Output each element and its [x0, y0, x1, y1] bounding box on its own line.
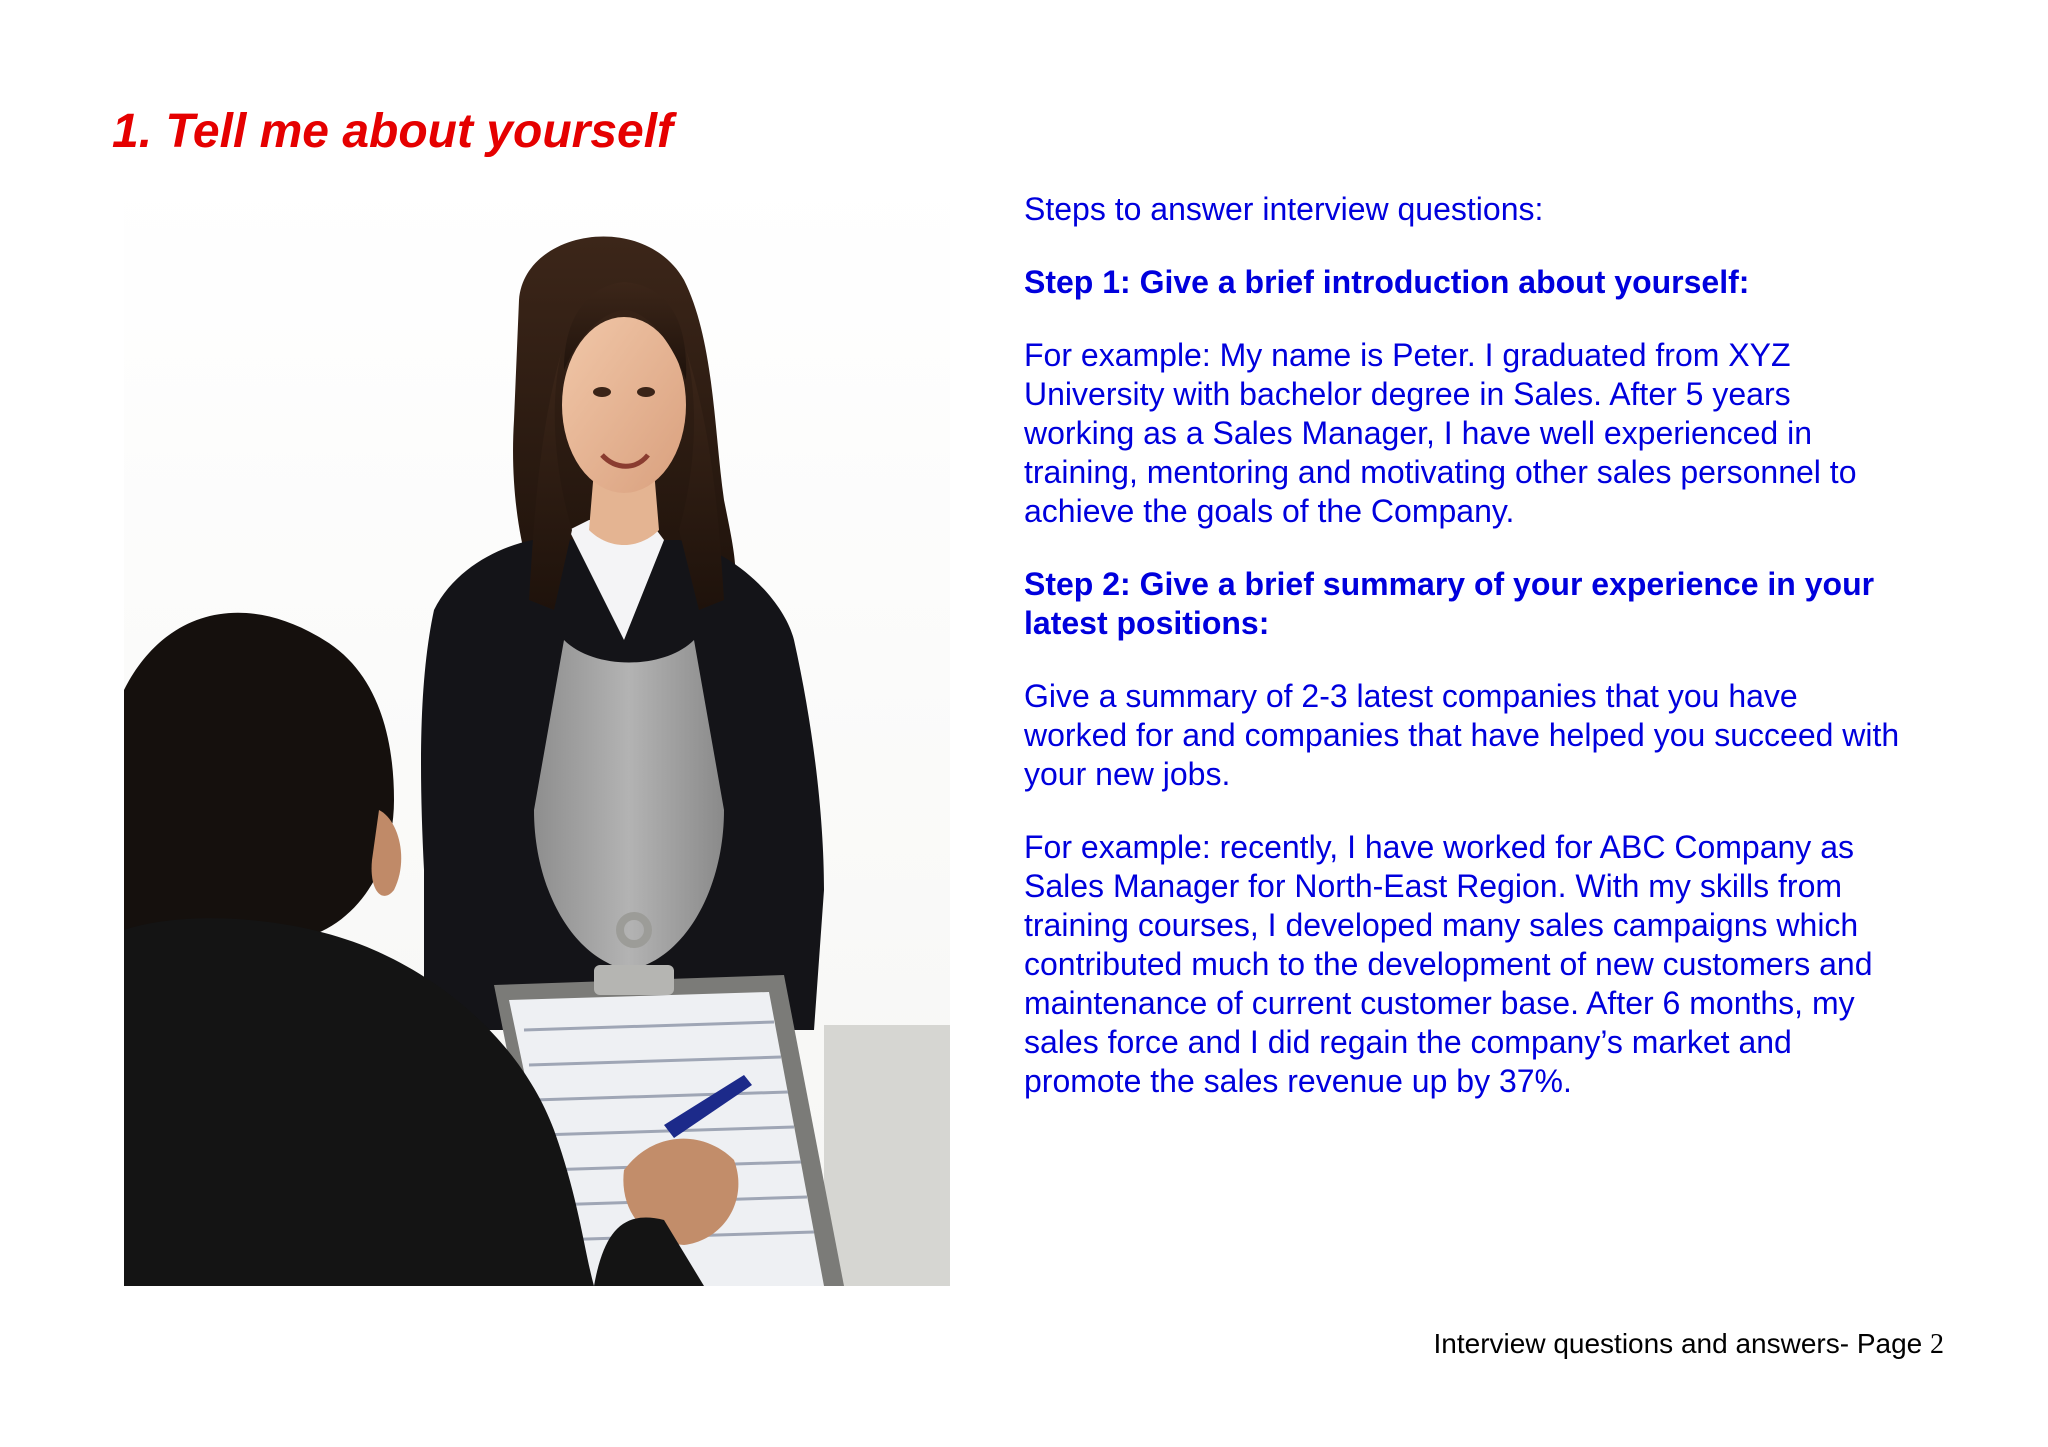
answer-content	[1024, 190, 1904, 1135]
intro-text: Steps to answer interview questions:	[1024, 191, 1544, 227]
step-2-body: Give a summary of 2-3 latest companies that you have worked for and companies that have helped you succeed with your new jobs.	[1024, 678, 1900, 792]
interview-illustration	[124, 170, 950, 1286]
page-number: 2	[1930, 1329, 1944, 1360]
background-panel	[824, 1025, 950, 1286]
interview-photo	[124, 170, 950, 1286]
footer-label: Interview questions and answers- Page	[1433, 1328, 1930, 1359]
step-2-heading: Step 2: Give a brief summary of your experience in your latest positions:	[1024, 566, 1875, 641]
step-1-heading: Step 1: Give a brief introduction about yourself:	[1024, 264, 1750, 300]
step-2-example: For example: recently, I have worked for ABC Company as Sales Manager for North-East Region. With my skills from training courses, I developed many sales campaigns which contributed much to the development of new customers and maintenance of current customer base. After 6 months, my sales force and I did regain the company’s market and promote the sales revenue up by 37%.	[1024, 829, 1873, 1099]
step-1-body: For example: My name is Peter. I graduated from XYZ University with bachelor degree in Sales. After 5 years working as a Sales Manager, I have well experienced in training, mentoring and motivating other sales personnel to achieve the goals of the Company.	[1024, 337, 1857, 529]
page-title: 1. Tell me about yourself	[112, 105, 674, 158]
page-footer	[1434, 1328, 1945, 1361]
